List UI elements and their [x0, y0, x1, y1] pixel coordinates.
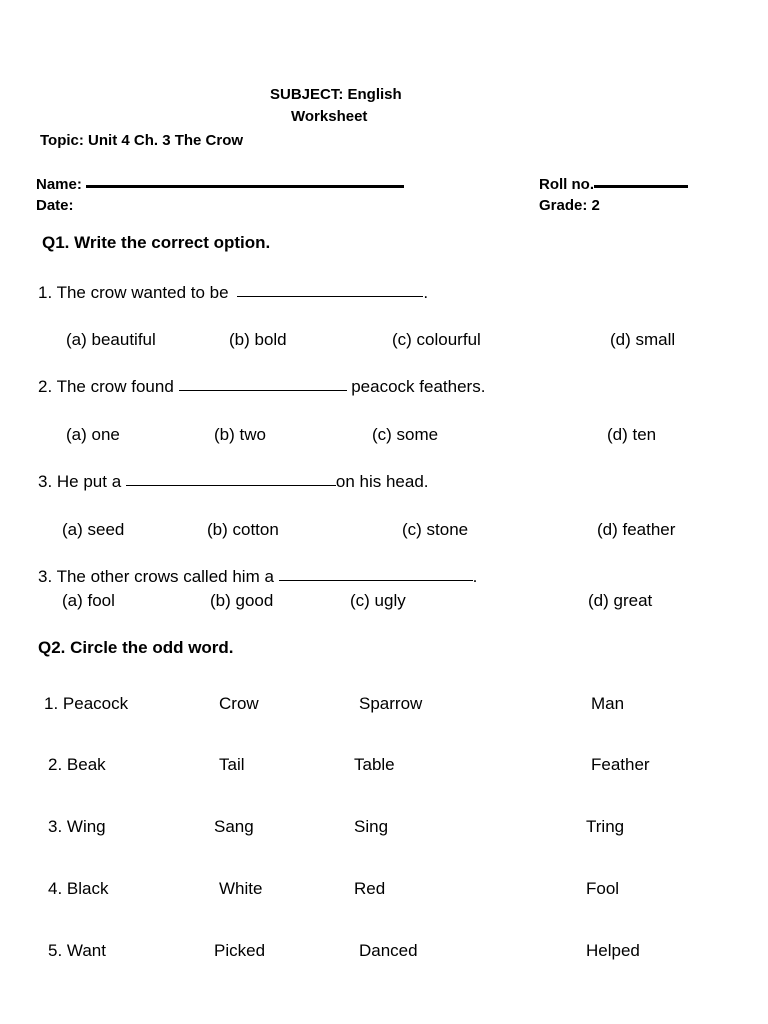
subject-title: SUBJECT: English [270, 86, 402, 103]
q2-row-1-word-2: Crow [219, 694, 259, 713]
q2-row-1-word-4: Man [591, 694, 625, 713]
q1-item-2-blank [179, 389, 347, 391]
q2-row-1-word-3: Sparrow [359, 694, 423, 713]
q1-item-4-blank [279, 579, 473, 581]
q1-item-2-option-d: (d) ten [607, 425, 657, 444]
q2-row-2-word-2: Tail [219, 755, 245, 774]
q2-row-5-word-2: Picked [214, 941, 266, 960]
q1-item-1-option-b: (b) bold [229, 330, 287, 349]
q1-item-3-option-a: (a) seed [62, 520, 125, 539]
q1-item-4-option-d: (d) great [588, 591, 653, 610]
q1-item-4-option-c: (c) ugly [350, 591, 406, 610]
q2-row-1-word-1: 1. Peacock [44, 694, 129, 713]
q1-item-3-option-c: (c) stone [402, 520, 469, 539]
q1-item-2-option-c: (c) some [372, 425, 439, 444]
q2-row-4-word-3: Red [354, 879, 386, 898]
q2-row-5-word-1: 5. Want [48, 941, 106, 960]
q1-item-3 [38, 472, 429, 492]
q1-item-4 [38, 567, 477, 587]
q2-row-2-word-3: Table [354, 755, 395, 774]
q1-item-3-option-b: (b) cotton [207, 520, 279, 539]
q1-item-2-option-a: (a) one [66, 425, 120, 444]
q2-row-3-word-3: Sing [354, 817, 389, 836]
q1-item-1-option-d: (d) small [610, 330, 676, 349]
roll-field [539, 176, 688, 193]
grade-label: Grade: 2 [539, 197, 600, 214]
q1-item-2-suffix: peacock feathers. [346, 377, 486, 396]
q1-item-4-option-a: (a) fool [62, 591, 115, 610]
name-label: Name: [36, 176, 82, 193]
q1-heading: Q1. Write the correct option. [42, 233, 271, 252]
q1-item-3-prefix: 3. He put a [38, 472, 126, 491]
q2-row-3-word-2: Sang [214, 817, 254, 836]
q1-item-2 [38, 377, 485, 397]
roll-blank [594, 184, 688, 188]
q2-row-3-word-1: 3. Wing [48, 817, 106, 836]
date-label: Date: [36, 197, 74, 214]
q1-item-1-suffix: . [423, 283, 429, 302]
q1-item-3-blank [126, 484, 336, 486]
q2-row-4-word-2: White [219, 879, 263, 898]
q2-row-5-word-4: Helped [586, 941, 640, 960]
q1-item-4-prefix: 3. The other crows called him a [38, 567, 279, 586]
q2-heading: Q2. Circle the odd word. [38, 638, 234, 657]
q2-row-2-word-1: 2. Beak [48, 755, 106, 774]
q1-item-1 [38, 283, 428, 303]
q1-item-1-blank [237, 295, 423, 297]
q1-item-2-prefix: 2. The crow found [38, 377, 179, 396]
q1-item-4-option-b: (b) good [210, 591, 274, 610]
q1-item-2-option-b: (b) two [214, 425, 266, 444]
q1-item-1-option-a: (a) beautiful [66, 330, 156, 349]
worksheet-title: Worksheet [291, 108, 368, 125]
q2-row-3-word-4: Tring [586, 817, 625, 836]
q1-item-3-suffix: on his head. [335, 472, 429, 491]
q1-item-3-option-d: (d) feather [597, 520, 676, 539]
name-field [36, 176, 404, 193]
topic-label: Topic: Unit 4 Ch. 3 The Crow [40, 132, 244, 149]
q2-row-4-word-4: Fool [586, 879, 620, 898]
roll-label: Roll no. [539, 176, 594, 193]
name-blank [86, 184, 404, 188]
q1-item-4-suffix: . [472, 567, 478, 586]
q2-row-4-word-1: 4. Black [48, 879, 109, 898]
q1-item-1-prefix: 1. The crow wanted to be [38, 283, 234, 302]
q1-item-1-option-c: (c) colourful [392, 330, 481, 349]
q2-row-5-word-3: Danced [359, 941, 418, 960]
q2-row-2-word-4: Feather [591, 755, 650, 774]
